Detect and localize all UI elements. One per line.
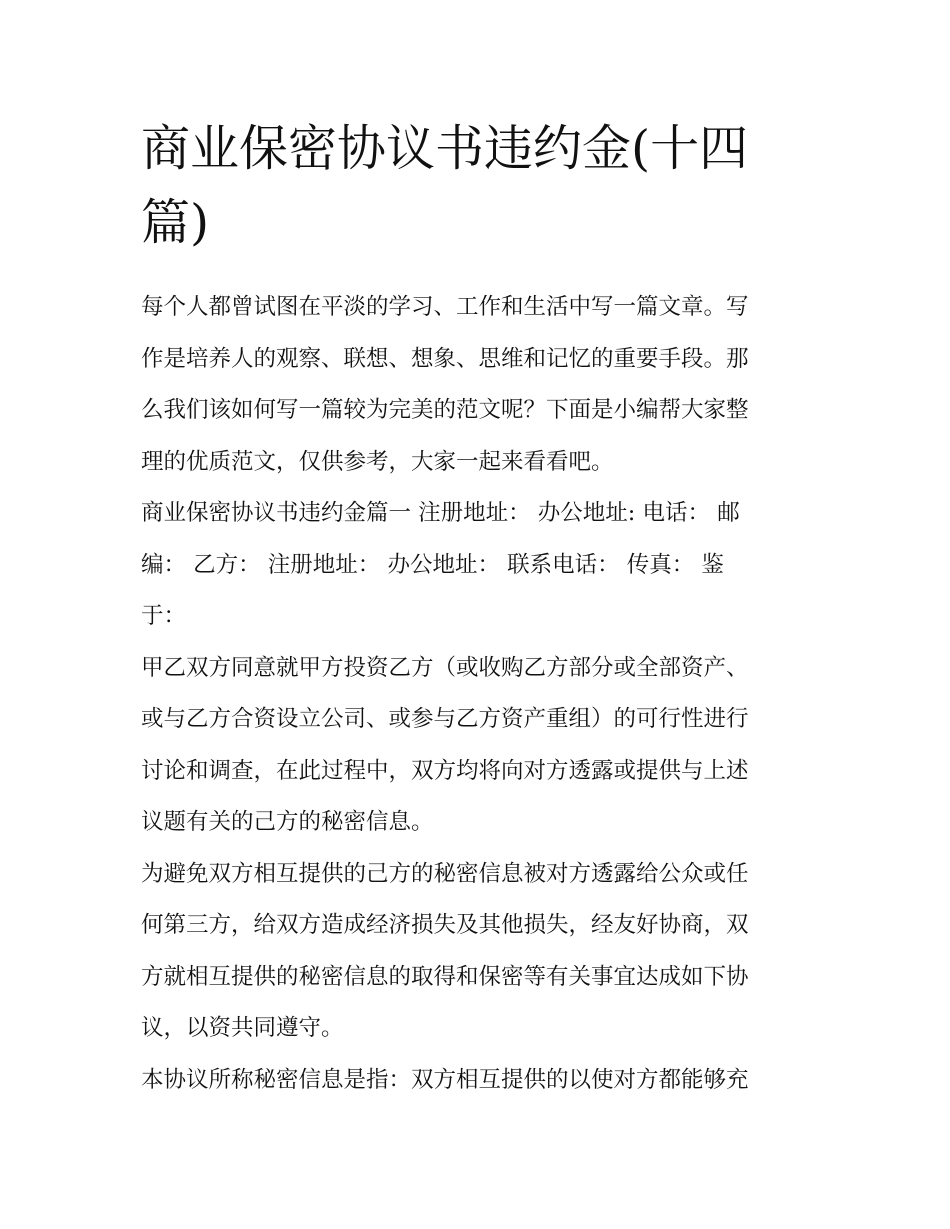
text-line: 议题有关的己方的秘密信息。 bbox=[141, 809, 434, 835]
text-line: 何第三方，给双方造成经济损失及其他损失，经友好协商，双 bbox=[141, 912, 749, 938]
definition-paragraph bbox=[141, 1055, 813, 1107]
text-line: 本协议所称秘密信息是指：双方相互提供的以使对方都能够充 bbox=[141, 1066, 749, 1093]
background-paragraph bbox=[141, 643, 813, 849]
title-line: 商业保密协议书违约金(十四 bbox=[141, 120, 749, 177]
intro-paragraph bbox=[141, 282, 813, 488]
parties-paragraph bbox=[141, 488, 813, 643]
text-line: 么我们该如何写一篇较为完美的范文呢？下面是小编帮大家整 bbox=[141, 397, 749, 423]
text-line: 为避免双方相互提供的己方的秘密信息被对方透露给公众或任 bbox=[141, 860, 749, 887]
text-line: 方就相互提供的秘密信息的取得和保密等有关事宜达成如下协 bbox=[141, 963, 749, 990]
text-line: 理的优质范文，仅供参考，大家一起来看看吧。 bbox=[141, 448, 614, 475]
text-line: 每个人都曾试图在平淡的学习、工作和生活中写一篇文章。写 bbox=[141, 294, 749, 320]
text-line: 甲乙双方同意就甲方投资乙方（或收购乙方部分或全部资产、 bbox=[141, 654, 749, 681]
text-line: 编： 乙方： 注册地址： 办公地址： 联系电话： 传真： 鉴 bbox=[141, 551, 724, 578]
text-line: 商业保密协议书违约金篇一 注册地址： 办公地址: 电话： 邮 bbox=[141, 500, 740, 526]
text-line: 议，以资共同遵守。 bbox=[141, 1015, 344, 1041]
purpose-paragraph bbox=[141, 849, 813, 1055]
text-line: 或与乙方合资设立公司、或参与乙方资产重组）的可行性进行 bbox=[141, 706, 749, 732]
text-line: 讨论和调查，在此过程中，双方均将向对方透露或提供与上述 bbox=[141, 757, 749, 784]
document-title bbox=[141, 112, 813, 260]
text-line: 于： bbox=[141, 603, 187, 629]
document-body bbox=[141, 112, 813, 1106]
text-line: 作是培养人的观察、联想、想象、思维和记忆的重要手段。那 bbox=[141, 345, 749, 372]
title-line: 篇) bbox=[141, 194, 210, 251]
